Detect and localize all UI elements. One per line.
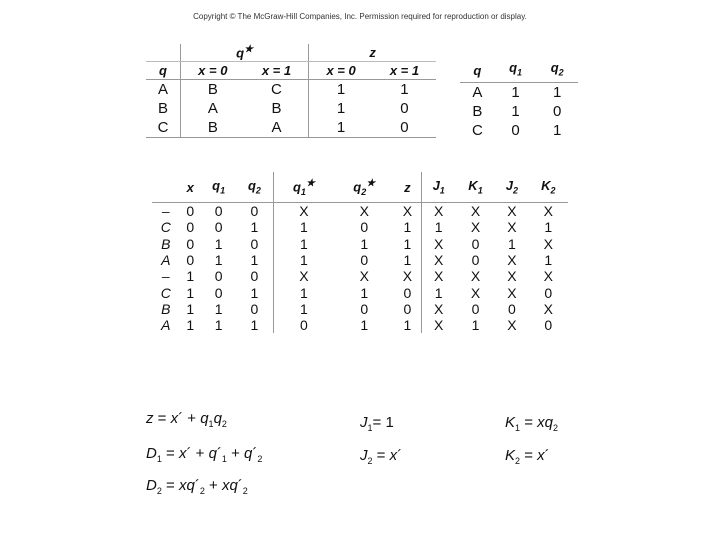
table-cell: 0 (511, 122, 520, 139)
table-row (152, 317, 568, 333)
table-cell: 0 (360, 252, 369, 269)
col-next-x0: x = 0 (181, 62, 245, 80)
table-cell: X (359, 203, 369, 220)
table-cell: X (299, 268, 309, 285)
table-cell: X (507, 317, 517, 334)
table-cell: 0 (186, 252, 195, 269)
table-cell: B (181, 118, 245, 138)
table-cell: X (543, 268, 553, 285)
table-cell: 1 (394, 236, 421, 252)
row-state-label: A (161, 317, 171, 334)
table-cell: 0 (214, 268, 223, 285)
col-z-x0: x = 0 (309, 62, 373, 80)
table-cell: 1 (394, 317, 421, 333)
equation-d2: $D_2$ = $xq´_2$ + $xq´_2$ (146, 477, 248, 496)
row-state-label: – (161, 203, 170, 220)
table-cell: 0 (186, 219, 195, 236)
row-state-label: A (161, 252, 171, 269)
table-cell: 1 (186, 268, 195, 285)
table-cell: 1 (507, 235, 516, 252)
table-cell: A (207, 100, 218, 117)
table-cell: 0 (544, 284, 553, 301)
col-q2-next: $q_2^★$ (334, 172, 394, 203)
table-cell: X (434, 203, 444, 220)
table-cell: 1 (336, 81, 346, 98)
table-cell: 0 (214, 203, 223, 220)
table-cell: 1 (553, 122, 562, 139)
table-cell: X (434, 268, 444, 285)
col-j2: $J_2$ (495, 172, 528, 203)
table-cell: 1 (186, 317, 195, 334)
next-state-group-header: q★ (181, 44, 309, 62)
table-cell: 1 (511, 103, 520, 120)
table-cell: A (245, 118, 309, 138)
equation-j2: $J_2$ = x´ (360, 447, 403, 466)
col-q1: $q_1$ (201, 172, 236, 203)
col-q: q (460, 44, 495, 83)
table-cell: C (471, 122, 483, 139)
table-cell: X (434, 300, 444, 317)
table-cell: 1 (214, 235, 223, 252)
row-state-label: B (161, 235, 171, 252)
table-cell: B (472, 103, 483, 120)
table-cell: X (434, 235, 444, 252)
table-row (460, 102, 578, 121)
col-q: q (146, 62, 181, 80)
table-row (152, 252, 568, 268)
table-cell: 0 (236, 301, 273, 317)
equation-z: z = x´ + $q_1q_2$ (146, 410, 227, 429)
table-cell: C (245, 80, 309, 100)
table-cell: 1 (471, 317, 480, 334)
col-k1: $K_1$ (456, 172, 495, 203)
row-state-label: B (161, 300, 171, 317)
table-cell: X (543, 235, 553, 252)
table-cell: X (507, 219, 517, 236)
table-cell: 1 (309, 118, 373, 138)
table-row (152, 236, 568, 252)
table-cell: 0 (400, 100, 409, 117)
table-cell: 0 (186, 203, 195, 220)
table-cell: X (299, 203, 309, 220)
table-cell: 1 (336, 100, 346, 117)
table-row (146, 80, 436, 100)
table-cell: 1 (300, 235, 308, 252)
table-cell: 0 (236, 203, 273, 220)
table-cell: 1 (300, 252, 308, 269)
table-cell: 1 (360, 284, 369, 301)
equation-k2: $K_2$ = x´ (505, 447, 550, 466)
table-cell: X (507, 203, 517, 220)
table-cell: B (146, 99, 181, 118)
table-cell: 0 (373, 118, 436, 138)
table-row (152, 219, 568, 235)
table-cell: 1 (186, 284, 195, 301)
table-cell: 1 (434, 219, 443, 236)
table-row (152, 284, 568, 300)
table-row (146, 99, 436, 118)
table-cell: 1 (300, 284, 308, 301)
table-cell: X (543, 203, 553, 220)
table-cell: 0 (471, 235, 480, 252)
table-cell: X (434, 317, 444, 334)
table-cell: A (472, 84, 483, 101)
table-cell: 0 (236, 236, 273, 252)
row-state-label: – (161, 268, 170, 285)
table-cell: X (394, 268, 421, 284)
table-cell: X (470, 284, 481, 301)
table-cell: 1 (360, 235, 369, 252)
table-cell: X (507, 252, 517, 269)
table-cell: 1 (236, 219, 273, 235)
table-cell: 0 (360, 219, 369, 236)
table-cell: 0 (214, 219, 223, 236)
table-cell: 1 (236, 284, 273, 300)
col-q1: $q_1$ (495, 44, 537, 83)
col-q1-next: $q_1^★$ (273, 172, 334, 203)
table-cell: B (245, 99, 309, 118)
table-cell: 0 (471, 300, 480, 317)
copyright-notice: Copyright © The McGraw-Hill Companies, Inc. Permission required for reproduction or display. (193, 12, 527, 21)
table-cell: B (207, 81, 218, 98)
table-cell: 0 (360, 300, 369, 317)
table-row (152, 268, 568, 284)
table-cell: 0 (186, 235, 195, 252)
table-cell: 1 (511, 84, 520, 101)
col-k2: $K_2$ (529, 172, 568, 203)
table-cell: 0 (394, 284, 421, 300)
table-cell: 1 (360, 317, 369, 334)
table-cell: X (470, 219, 481, 236)
table-cell: 1 (300, 219, 308, 236)
equation-d1: $D_1$ = x´ + $q´_1$ + $q´_2$ (146, 445, 263, 464)
equation-k1: $K_1 = xq_2$ (505, 414, 558, 433)
table-cell: 1 (214, 252, 223, 269)
col-j1: $J_1$ (421, 172, 456, 203)
table-cell: 1 (544, 252, 553, 269)
table-cell: 1 (236, 252, 273, 268)
table-row (460, 121, 578, 140)
col-z-x1: x = 1 (373, 62, 436, 80)
table-cell: A (146, 80, 181, 100)
table-cell: 1 (400, 81, 409, 98)
col-next-x1: x = 1 (245, 62, 309, 80)
table-cell: X (470, 268, 481, 285)
table-cell: 1 (394, 219, 421, 235)
table-cell: C (146, 118, 181, 138)
state-assignment-table (460, 44, 578, 140)
table-cell: X (507, 284, 517, 301)
table-cell: X (543, 300, 553, 317)
row-state-label: C (160, 284, 171, 301)
table-cell: 1 (236, 317, 273, 333)
table-row (460, 83, 578, 103)
table-cell: 1 (214, 317, 223, 334)
table-cell: X (394, 203, 421, 220)
table-row (152, 203, 568, 220)
col-z: z (394, 172, 421, 203)
equation-j1: $J_1= 1$ (360, 414, 394, 433)
col-q2: $q_2$ (236, 172, 273, 203)
table-cell: 0 (394, 301, 421, 317)
table-cell: 0 (214, 284, 223, 301)
table-cell: 1 (553, 84, 562, 101)
table-cell: X (434, 252, 444, 269)
table-cell: 1 (394, 252, 421, 268)
table-cell: 0 (300, 317, 308, 334)
table-cell: 1 (300, 300, 308, 317)
excitation-table (152, 172, 568, 333)
table-cell: X (470, 203, 481, 220)
table-cell: 0 (236, 268, 273, 284)
table-cell: 0 (544, 317, 553, 334)
table-cell: 1 (186, 300, 195, 317)
table-cell: 1 (214, 300, 223, 317)
table-cell: 0 (507, 300, 516, 317)
col-q2: $q_2$ (536, 44, 578, 83)
table-cell: X (359, 268, 369, 285)
output-group-header: z (309, 44, 436, 62)
table-cell: 1 (544, 219, 553, 236)
table-row (152, 301, 568, 317)
table-cell: 0 (553, 103, 562, 120)
state-table (146, 44, 436, 138)
row-state-label: C (160, 219, 171, 236)
table-row (146, 118, 436, 138)
table-cell: 0 (471, 252, 480, 269)
col-x: x (180, 172, 201, 203)
table-cell: 1 (434, 284, 443, 301)
table-cell: X (507, 268, 517, 285)
